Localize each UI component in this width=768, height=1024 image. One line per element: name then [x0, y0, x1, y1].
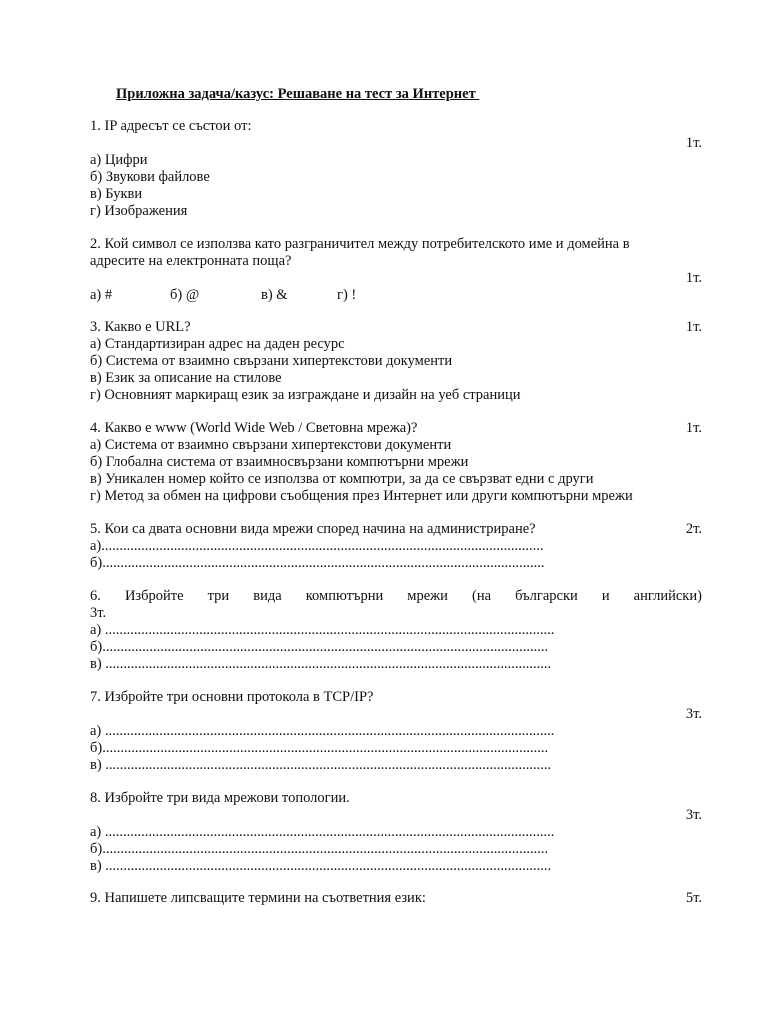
question-6-word: Избройте	[124, 588, 184, 604]
question-3	[90, 319, 702, 404]
question-6-word: английски)	[633, 588, 702, 604]
question-4-text: 4. Какво е www (World Wide Web / Световна мрежа)?	[90, 420, 418, 436]
question-3-points: 1т.	[685, 319, 702, 335]
question-1-text: 1. IP адресът се състои от:	[90, 118, 252, 134]
question-2-options	[90, 287, 702, 304]
question-7-points: 3т.	[685, 706, 702, 722]
question-7-text: 7. Избройте три основни протокола в TCP/IP?	[90, 689, 374, 705]
question-1	[90, 118, 702, 220]
question-1-option-b: б) Звукови файлове	[90, 169, 210, 185]
question-2-text-line2: адресите на електронната поща?	[90, 253, 292, 269]
question-1-option-a: а) Цифри	[90, 152, 148, 168]
question-4-option-a: а) Система от взаимно свързани хипертекстови документи	[90, 437, 452, 453]
question-4-option-c: в) Уникален номер който се използва от компютри, за да се свързват едни с други	[90, 471, 594, 487]
question-8-text: 8. Избройте три вида мрежови топологии.	[90, 790, 350, 806]
question-6-word: вида	[253, 588, 282, 604]
question-6-word: компютърни	[305, 588, 384, 604]
question-4	[90, 420, 702, 505]
question-6-word: три	[207, 588, 230, 604]
question-7-answer-b[interactable]: б)...........................................................................................................................	[90, 740, 549, 756]
question-5-text: 5. Кои са двата основни вида мрежи според начина на администриране?	[90, 521, 536, 537]
question-4-points: 1т.	[685, 420, 702, 436]
question-9	[90, 890, 702, 907]
question-6-word: български	[515, 588, 578, 604]
question-3-option-d: г) Основният маркиращ език за изграждане и дизайн на уеб страници	[90, 387, 521, 403]
question-2-option-b: б) @	[170, 287, 200, 303]
question-2-option-d: г) !	[337, 287, 357, 303]
question-8-answer-c[interactable]: в) ...........................................................................................................................	[90, 858, 552, 874]
question-9-points: 5т.	[685, 890, 702, 906]
question-5-answer-b[interactable]: б)..........................................................................................................................	[90, 555, 545, 571]
question-6	[90, 588, 702, 673]
page-title: Приложна задача/казус: Решаване на тест за Интернет	[116, 86, 480, 102]
question-3-option-a: а) Стандартизиран адрес на даден ресурс	[90, 336, 345, 352]
question-4-option-b: б) Глобална система от взаимносвързани компютърни мрежи	[90, 454, 469, 470]
question-6-word: и	[601, 588, 610, 604]
question-7-answer-c[interactable]: в) ...........................................................................................................................	[90, 757, 552, 773]
question-2-option-c: в) &	[261, 287, 288, 303]
question-7-answer-a[interactable]: а) ............................................................................................................................	[90, 723, 555, 739]
question-2-points: 1т.	[685, 270, 702, 286]
question-6-text	[90, 588, 702, 605]
question-3-option-c: в) Език за описание на стилове	[90, 370, 282, 386]
question-5-answer-a[interactable]: а)..........................................................................................................................	[90, 538, 544, 554]
question-4-option-d: г) Метод за обмен на цифрови съобщения през Интернет или други компютърни мрежи	[90, 488, 633, 504]
question-6-word: (на	[472, 588, 492, 604]
question-5-points: 2т.	[685, 521, 702, 537]
question-3-option-b: б) Система от взаимно свързани хипертекстови документи	[90, 353, 453, 369]
question-3-text: 3. Какво е URL?	[90, 319, 191, 335]
question-6-answer-c[interactable]: в) ...........................................................................................................................	[90, 656, 552, 672]
question-8-answer-b[interactable]: б)...........................................................................................................................	[90, 841, 549, 857]
question-6-word: 6.	[90, 588, 101, 604]
question-8	[90, 790, 702, 875]
question-2-text-line1: 2. Кой символ се използва като разграничител между потребителското име и домейна в	[90, 236, 630, 252]
question-2	[90, 236, 702, 304]
question-7	[90, 689, 702, 774]
question-6-points: 3т.	[90, 605, 107, 621]
question-6-answer-b[interactable]: б)...........................................................................................................................	[90, 639, 549, 655]
question-1-option-d: г) Изображения	[90, 203, 188, 219]
question-6-word: мрежи	[407, 588, 448, 604]
question-1-option-c: в) Букви	[90, 186, 143, 202]
question-6-answer-a[interactable]: а) ............................................................................................................................	[90, 622, 555, 638]
question-5	[90, 521, 702, 572]
question-9-text: 9. Напишете липсващите термини на съответния език:	[90, 890, 426, 906]
question-1-points: 1т.	[685, 135, 702, 151]
question-2-option-a: а) #	[90, 287, 113, 303]
question-8-answer-a[interactable]: а) ............................................................................................................................	[90, 824, 555, 840]
question-8-points: 3т.	[685, 807, 702, 823]
